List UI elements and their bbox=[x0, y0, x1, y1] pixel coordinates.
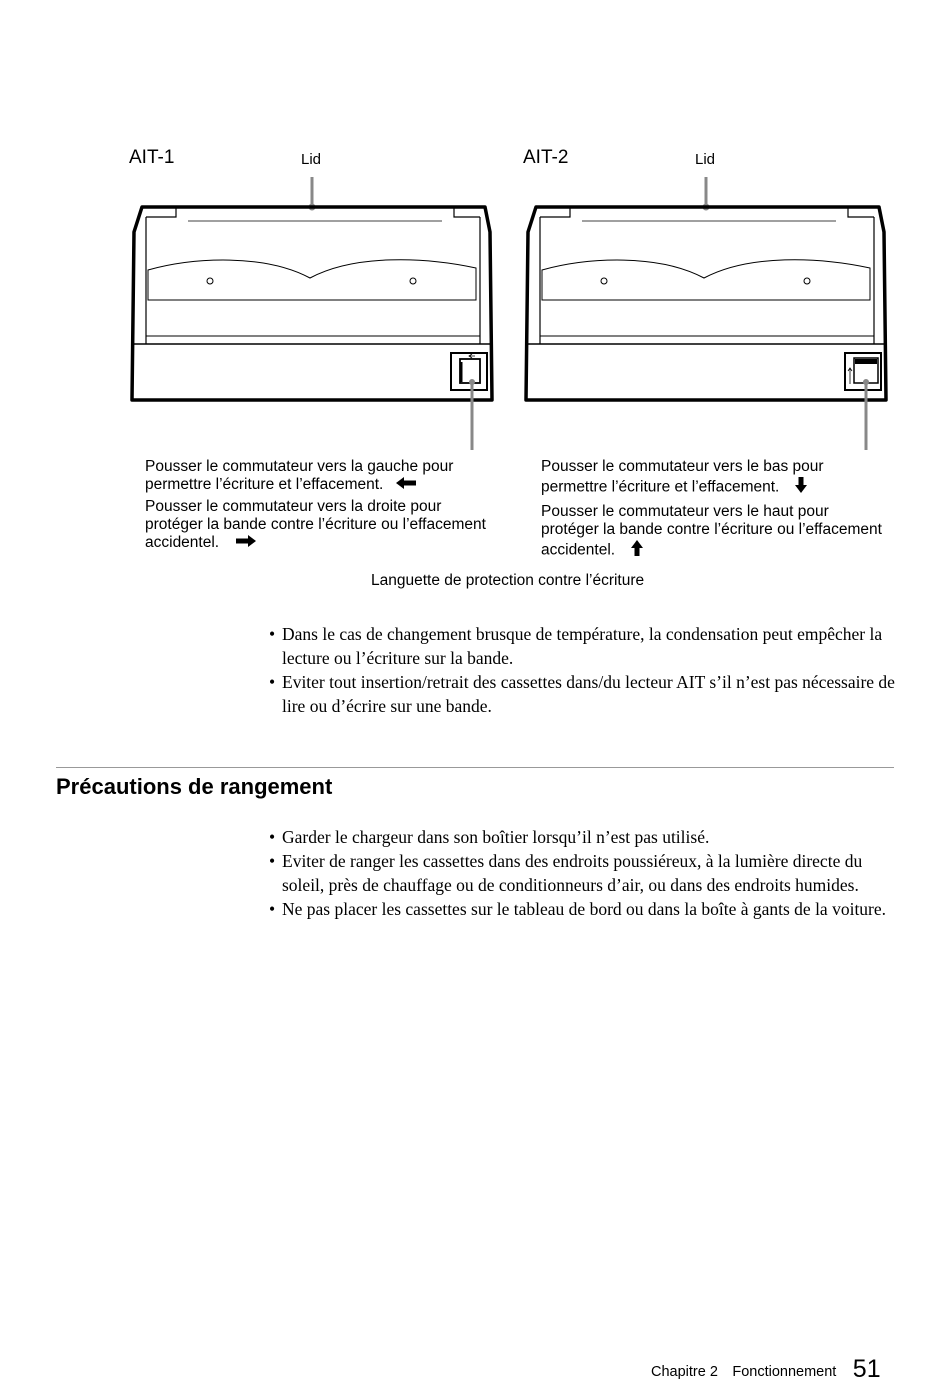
ait1-instructions bbox=[145, 458, 486, 552]
ait1-note-line: Pousser le commutateur vers la gauche pour bbox=[145, 458, 454, 475]
arrow-up-icon bbox=[631, 539, 643, 562]
page-footer bbox=[651, 1354, 881, 1383]
arrow-left-icon bbox=[395, 476, 417, 494]
footer-section: Fonctionnement bbox=[732, 1364, 837, 1380]
figure-caption: Languette de protection contre l’écriture bbox=[371, 572, 645, 589]
list-item: • Dans le cas de changement brusque de température, la condensation peut empêcher la lecture ou l’écriture sur la bande. bbox=[267, 622, 897, 670]
ait2-instructions bbox=[541, 458, 882, 562]
ait1-note-line: accidentel. bbox=[145, 534, 220, 552]
ait2-note-line: Pousser le commutateur vers le bas pour bbox=[541, 458, 824, 475]
ait1-note-line: permettre l’écriture et l’effacement. bbox=[145, 476, 384, 494]
arrow-down-icon bbox=[795, 476, 807, 499]
list-item: • Garder le chargeur dans son boîtier lorsqu’il n’est pas utilisé. bbox=[267, 825, 897, 849]
handling-bullet-list bbox=[267, 622, 897, 718]
ait1-cassette-drawing bbox=[120, 172, 510, 452]
ait2-note-line: accidentel. bbox=[541, 541, 616, 559]
ait1-note-line: Pousser le commutateur vers la droite pour bbox=[145, 498, 442, 516]
ait1-lid-label: Lid bbox=[301, 151, 322, 168]
ait2-model-label: AIT-2 bbox=[523, 147, 569, 168]
ait2-note-line: Pousser le commutateur vers le haut pour bbox=[541, 503, 829, 520]
section-divider bbox=[56, 767, 894, 768]
section-title: Précautions de rangement bbox=[56, 774, 333, 799]
list-item: • Eviter de ranger les cassettes dans des endroits poussiéreux, à la lumière directe du soleil, près de chauffage ou de conditionneurs d’air, ou dans des endroits humides. bbox=[267, 849, 897, 897]
ait1-note-line: protéger la bande contre l’écriture ou l’effacement bbox=[145, 516, 486, 534]
ait1-model-label: AIT-1 bbox=[129, 147, 175, 168]
storage-bullet-list bbox=[267, 825, 897, 921]
ait2-cassette-drawing bbox=[514, 172, 904, 452]
arrow-right-icon bbox=[235, 534, 257, 552]
ait2-note-line: protéger la bande contre l’écriture ou l’effacement bbox=[541, 521, 882, 538]
list-item: • Ne pas placer les cassettes sur le tableau de bord ou dans la boîte à gants de la voiture. bbox=[267, 897, 897, 921]
ait2-note-line: permettre l’écriture et l’effacement. bbox=[541, 478, 780, 496]
ait2-lid-label: Lid bbox=[695, 151, 716, 168]
page-number: 51 bbox=[852, 1355, 881, 1383]
list-item: • Eviter tout insertion/retrait des cassettes dans/du lecteur AIT s’il n’est pas nécessaire de lire ou d’écrire sur une bande. bbox=[267, 670, 897, 718]
footer-chapter: Chapitre 2 bbox=[651, 1364, 718, 1380]
